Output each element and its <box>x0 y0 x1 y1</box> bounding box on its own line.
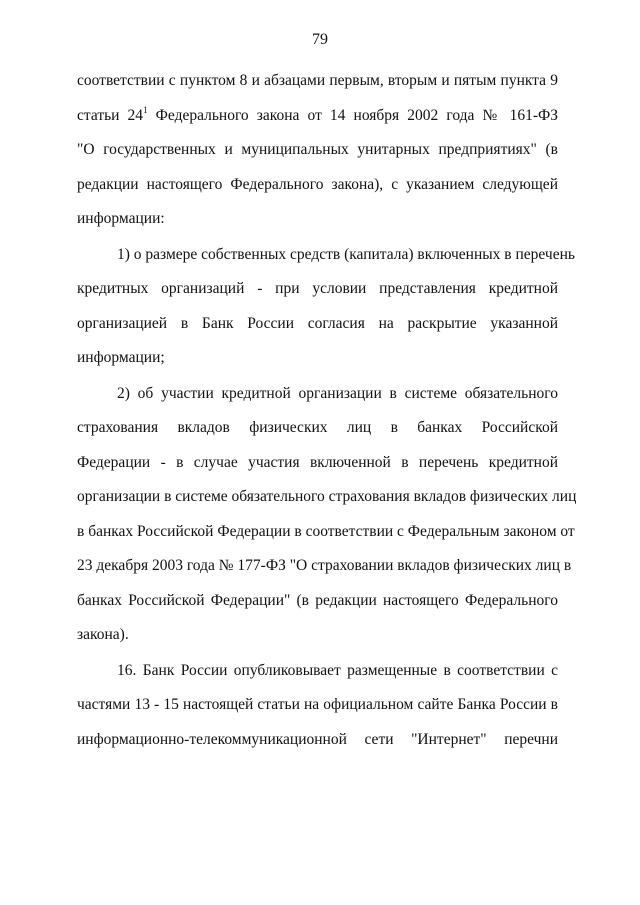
text-line: страхования вкладов физических лиц в банках Российской <box>77 419 558 436</box>
paragraph-item-1 <box>77 238 575 376</box>
text-line: 23 декабря 2003 года № 177-ФЗ "О страховании вкладов физических лиц в <box>77 557 572 574</box>
text-line: 1) о размере собственных средств (капитала) включенных в перечень <box>117 245 575 263</box>
document-body <box>77 64 577 757</box>
text-line: банках Российской Федерации" (в редакции настоящего Федерального <box>77 591 558 609</box>
text-line: информации: <box>77 210 165 227</box>
superscript: 1 <box>143 104 148 115</box>
text-line: Федерации - в случае участия включенной в перечень кредитной <box>77 453 558 471</box>
text-line: "О государственных и муниципальных унитарных предприятиях" (в <box>77 141 558 158</box>
text-fragment: Федерального закона от 14 ноября 2002 года № 161-ФЗ <box>147 106 558 124</box>
text-line: информации; <box>77 349 165 366</box>
text-line: организацией в Банк России согласия на раскрытие указанной <box>77 314 558 332</box>
text-line: информационно-телекоммуникационной сети "Интернет" перечни <box>77 730 558 748</box>
text-line: 16. Банк России опубликовывает размещенные в соответствии с <box>117 661 558 679</box>
text-line: в банках Российской Федерации в соответствии с Федеральным законом от <box>77 522 575 540</box>
text-line <box>77 99 558 134</box>
page-number: 79 <box>312 31 328 48</box>
text-line: частями 13 - 15 настоящей статьи на официальном сайте Банка России в <box>77 696 558 713</box>
paragraph-clause-16 <box>77 654 558 758</box>
paragraph-item-2 <box>77 377 577 653</box>
text-line: соответствии с пунктом 8 и абзацами первым, вторым и пятым пункта 9 <box>77 72 558 89</box>
text-line: редакции настоящего Федерального закона), с указанием следующей <box>77 175 558 193</box>
text-line: кредитных организаций - при условии представления кредитной <box>77 280 558 297</box>
text-line: 2) об участии кредитной организации в системе обязательного <box>117 384 558 402</box>
text-fragment: статьи 24 <box>77 106 144 124</box>
text-line: закона). <box>77 626 129 643</box>
paragraph-continuation <box>77 64 558 237</box>
text-line: организации в системе обязательного страхования вкладов физических лиц <box>77 488 577 505</box>
